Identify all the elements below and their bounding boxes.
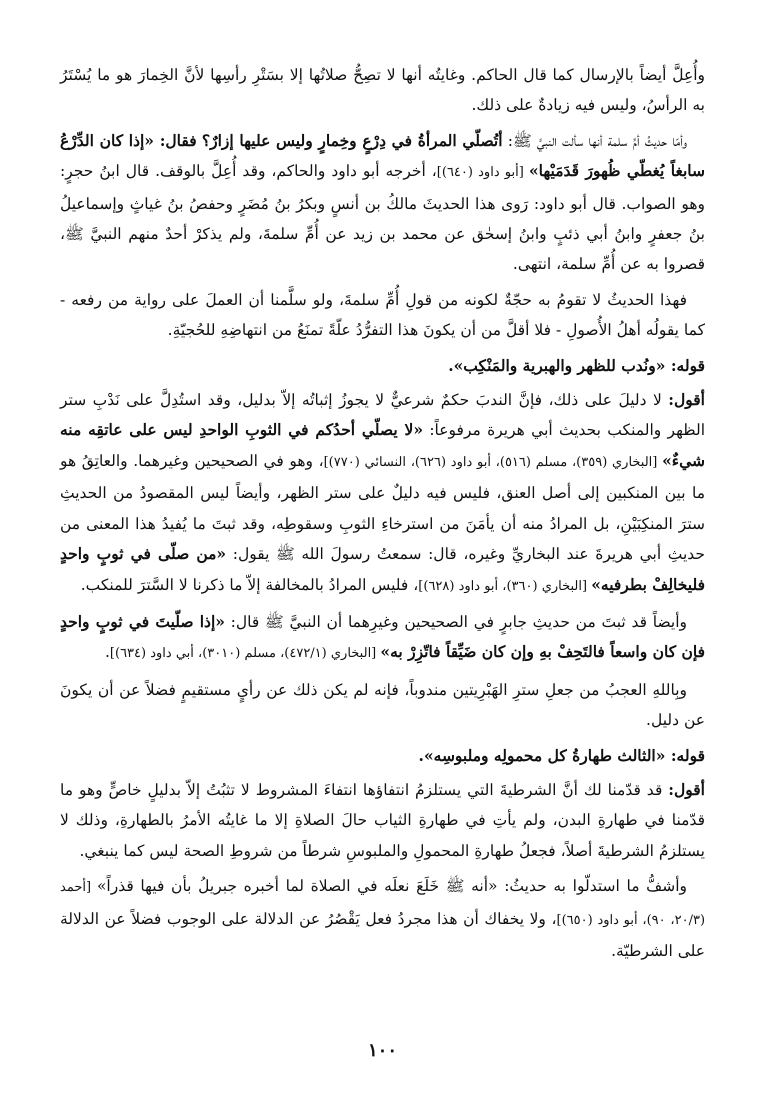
heading-quote: «الثالث طهارةُ كل محمولِه وملبوسِه». xyxy=(418,745,666,765)
text-run: ، فليس المرادُ بالمخالفة إلاّ ما ذكرنا لا السَّترَ للمنكب. xyxy=(80,575,419,594)
citation: [البخاري (٣٦٠)، أبو داود (٦٢٨)] xyxy=(418,578,592,594)
heading-quote: «ونُدب للظهر والهبرية والمَنْكِب». xyxy=(448,355,666,375)
paragraph xyxy=(60,60,705,121)
heading-label: قوله: xyxy=(670,355,705,375)
hadith-quote: أتُصلّي المرأةُ في دِرْعٍ وخِمارٍ وليس عليها إزارٌ؟ xyxy=(201,130,503,150)
text-run: ، وهو في الصحيحين وغيرهما. والعاتِقُ هو ما بين المنكبين إلى أصل العنق، فليس فيه دليلٌ على ستر الظهر، وأيضاً ليس المقصودُ من الحديثِ سترَ المنكِبَيْنِ، بل المرادُ منه أن يأمَنَ من استرخاءِ الثوبِ وسقوطِه، وقد ثبتَ ما يُفيدُ هذا المعنى من حديثِ أبي هريرةَ عند البخاريِّ وغيره، قال: سمعتُ رسولَ الله ﷺ يقول: xyxy=(60,451,705,564)
citation: [أبو داود (٦٤٠)] xyxy=(436,165,529,181)
text-run: وأُعِلَّ أيضاً بالإرسال كما قال الحاكم. وغايتُه أنها لا تصِحُّ صلاتُها إلا بسَتْرِ رأسِها لأنَّ الخِمارَ هو ما يُسْتَرُ به الرأسُ، وليس فيه زيادةٌ على ذلك. xyxy=(60,66,705,115)
paragraph xyxy=(60,385,705,602)
paragraph xyxy=(60,775,705,866)
hadith-quote: فقال: «إذا كان الدِّرْعُ سابغاً يُغطّي ظُهورَ قَدَمَيْها» xyxy=(60,130,705,181)
page-body xyxy=(60,60,705,966)
section-heading xyxy=(60,741,705,771)
paragraph xyxy=(60,675,705,736)
citation: [البخاري (٤٧٢/١)، مسلم (٣٠١٠)، أبي داود (٦٣٤)] xyxy=(109,646,381,662)
citation: [البخاري (٣٥٩)، مسلم (٥١٦)، أبو داود (٦٢٦)، النسائي (٧٧٠)] xyxy=(323,454,663,470)
lead-word: أقول: xyxy=(668,390,705,410)
text-run: وأيضاً قد ثبتَ من حديثِ جابرٍ في الصحيحين وغيرِهما أن النبيَّ ﷺ قال: xyxy=(224,612,687,631)
lead-word: أقول: xyxy=(668,779,705,799)
section-heading xyxy=(60,351,705,381)
text-run: قد قدّمنا لك أنَّ الشرطيةَ التي يستلزمُ انتفاؤها انتفاءَ المشروط لا تثبُتُ إلاّ بدليلٍ خاصٍّ وهو ما قدّمنا في طهارةِ البدن، ولم يأتِ في طهارةِ الثياب حالَ الصلاةِ إلا ما غايتُه الأمرُ بالطهارةِ، وذلك لا يستلزمُ الشرطيةَ أصلاً، فجعلُ طهارةِ المحمولِ والملبوسِ شرطاً من شروطِ الصحة ليس كما ينبغي. xyxy=(60,780,705,860)
text-run: وأشفُّ ما استدلّوا به حديثُ: «أنه ﷺ خَلَعَ نعلَه في الصلاة لما أخبره جبريلُ بأن فيها قذراً» xyxy=(96,877,687,896)
text-run: وبِاللهِ العجبُ من جعلِ سترِ الهَبْرِيتين مندوباً، فإنه لم يكن ذلك عن رأيٍ مستقيمٍ فضلاً عن أن يكونَ عن دليل. xyxy=(60,680,705,730)
hadith-quote: «لا يصلّي أحدُكم في الثوبِ الواحدِ ليس على عاتقِه منه شيءٌ» xyxy=(60,420,705,470)
text-run: ، ولا يخفاك أن هذا مجردُ فعل يَقْصُرُ عن الدلالة على الوجوب فضلاً عن الدلالة على الشرطيّة. xyxy=(60,909,705,960)
text-run: ، أخرجه أبو داود والحاكم، وقد أُعِلَّ بالوقف. قال ابنُ حجرٍ: وهو الصواب. قال أبو داود: رَوى هذا الحديثَ مالكُ بن أنسٍ وبكرُ بنُ مُضَرٍ وحفصُ بنُ غياثٍ وإسماعيلُ بنُ جعفرٍ وابنُ أبي ذئبٍ وابنُ إسحٰق عن محمد بن زيد عن أُمِّ سلمةَ، ولم يذكرْ أحدٌ منهم النبيَّ ﷺ، قصروا به عن أُمِّ سلمة، انتهى. xyxy=(60,162,705,274)
text-run: وأمّا حديثُ أمِّ سلمة أنها سألت النبيَّ ﷺ: xyxy=(502,131,688,150)
text-run: فهذا الحديثُ لا تقومُ به حجّةٌ لكونه من قولِ أُمِّ سلمةَ، ولو سلَّمنا أن العملَ على رواية من رفعه - كما يقولُه أهلُ الأُصولِ - فلا أقلَّ من أن يكونَ هذا التفرُّدُ علّةً تمنَعُ من انتهاضِهِ للحُجيّةِ. xyxy=(60,290,705,340)
paragraph xyxy=(60,126,705,280)
hadith-quote: «إذا صلّيتَ في ثوبٍ واحدٍ فإن كان واسعاً فالتَحِفْ بهِ وإن كان ضَيِّقاً فاتّزِرْ به» xyxy=(60,611,705,662)
paragraph xyxy=(60,285,705,346)
text-run: . xyxy=(104,643,110,662)
heading-label: قوله: xyxy=(670,745,705,765)
citation: [أحمد (٢٠/٣، ٩٠)، أبو داود (٦٥٠)] xyxy=(60,880,706,928)
text-run: لا دليلَ على ذلك، فإنَّ الندبَ حكمٌ شرعيٌّ لا يجوزُ إثباتُه إلاّ بدليل، وقد استُدِلَّ على نَدْبِ ستر الظهر والمنكب بحديث أبي هريرة مرفوعاً: xyxy=(60,391,705,440)
page-number: ١٠٠ xyxy=(367,1040,397,1061)
paragraph xyxy=(60,607,705,670)
hadith-quote: «من صلّى في ثوبٍ واحدٍ فليخالِفْ بطرفيه» xyxy=(60,544,705,594)
paragraph xyxy=(60,871,705,966)
